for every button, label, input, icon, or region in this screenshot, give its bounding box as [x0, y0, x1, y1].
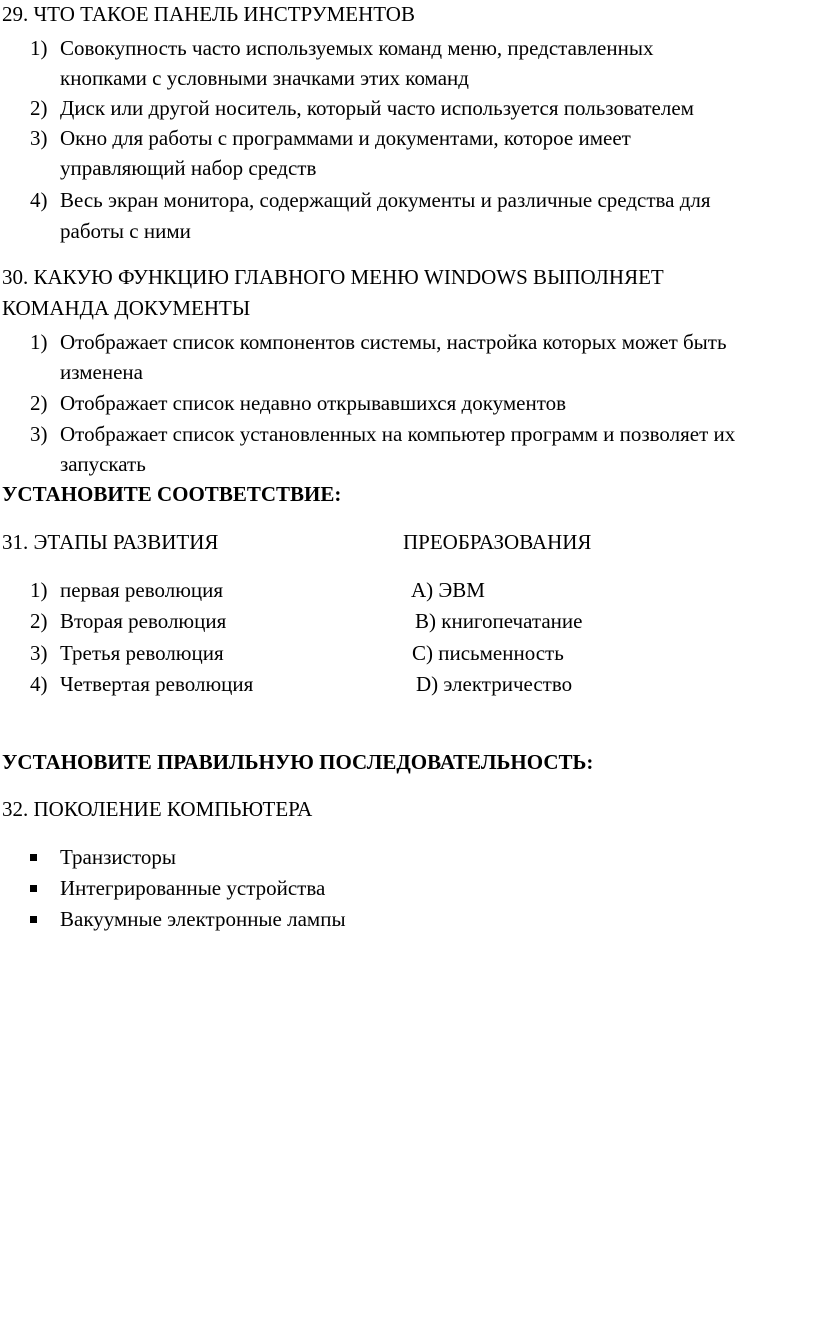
option-text-line2: управляющий набор средств [60, 156, 317, 180]
option-number: 1) [30, 36, 48, 60]
option-number: 3) [30, 422, 48, 446]
option-text-line1: Диск или другой носитель, который часто используется пользователем [60, 96, 694, 120]
question-31-right-header: ПРЕОБРАЗОВАНИЯ [403, 530, 592, 554]
bullet-text: Вакуумные электронные лампы [60, 907, 346, 931]
item-number: 1) [30, 578, 48, 602]
option-text-line1: Совокупность часто используемых команд меню, представленных [60, 36, 654, 60]
item-number: 2) [30, 609, 48, 633]
q31-right-item-a: А) ЭВМ [411, 578, 485, 602]
question-30-title-line2: КОМАНДА ДОКУМЕНТЫ [2, 296, 251, 320]
option-number: 1) [30, 330, 48, 354]
sequence-heading: УСТАНОВИТЕ ПРАВИЛЬНУЮ ПОСЛЕДОВАТЕЛЬНОСТЬ: [2, 750, 594, 774]
question-29-title: 29. ЧТО ТАКОЕ ПАНЕЛЬ ИНСТРУМЕНТОВ [2, 2, 415, 26]
q31-right-item-b: В) книгопечатание [415, 609, 583, 633]
question-31-left-header: 31. ЭТАПЫ РАЗВИТИЯ [2, 530, 219, 554]
option-text-line2: изменена [60, 360, 143, 384]
item-number: 4) [30, 672, 48, 696]
option-text-line1: Отображает список недавно открывавшихся документов [60, 391, 567, 415]
option-text-line2: запускать [60, 452, 146, 476]
option-number: 2) [30, 391, 48, 415]
item-text: первая революция [60, 578, 224, 602]
option-number: 4) [30, 188, 48, 212]
item-text: Вторая революция [60, 609, 227, 633]
square-bullet-icon [30, 885, 37, 892]
option-text-line2: работы с ними [60, 219, 191, 243]
square-bullet-icon [30, 854, 37, 861]
option-number: 3) [30, 126, 48, 150]
q31-right-item-c: С) письменность [412, 641, 564, 665]
option-text-line1: Весь экран монитора, содержащий документы и различные средства для [60, 188, 711, 212]
q31-right-item-d: D) электричество [416, 672, 573, 696]
option-text-line1: Окно для работы с программами и документами, которое имеет [60, 126, 631, 150]
question-30-title-line1: 30. КАКУЮ ФУНКЦИЮ ГЛАВНОГО МЕНЮ WINDOWS ВЫПОЛНЯЕТ [2, 265, 664, 289]
item-text: Четвертая революция [60, 672, 254, 696]
option-text-line1: Отображает список установленных на компьютер программ и позволяет их [60, 422, 736, 446]
question-32-title: 32. ПОКОЛЕНИЕ КОМПЬЮТЕРА [2, 797, 313, 821]
bullet-text: Транзисторы [60, 845, 176, 869]
item-text: Третья революция [60, 641, 224, 665]
bullet-text: Интегрированные устройства [60, 876, 326, 900]
matching-heading: УСТАНОВИТЕ СООТВЕТСТВИЕ: [2, 482, 342, 506]
square-bullet-icon [30, 916, 37, 923]
option-number: 2) [30, 96, 48, 120]
option-text-line2: кнопками с условными значками этих команд [60, 66, 469, 90]
option-text-line1: Отображает список компонентов системы, настройка которых может быть [60, 330, 727, 354]
item-number: 3) [30, 641, 48, 665]
